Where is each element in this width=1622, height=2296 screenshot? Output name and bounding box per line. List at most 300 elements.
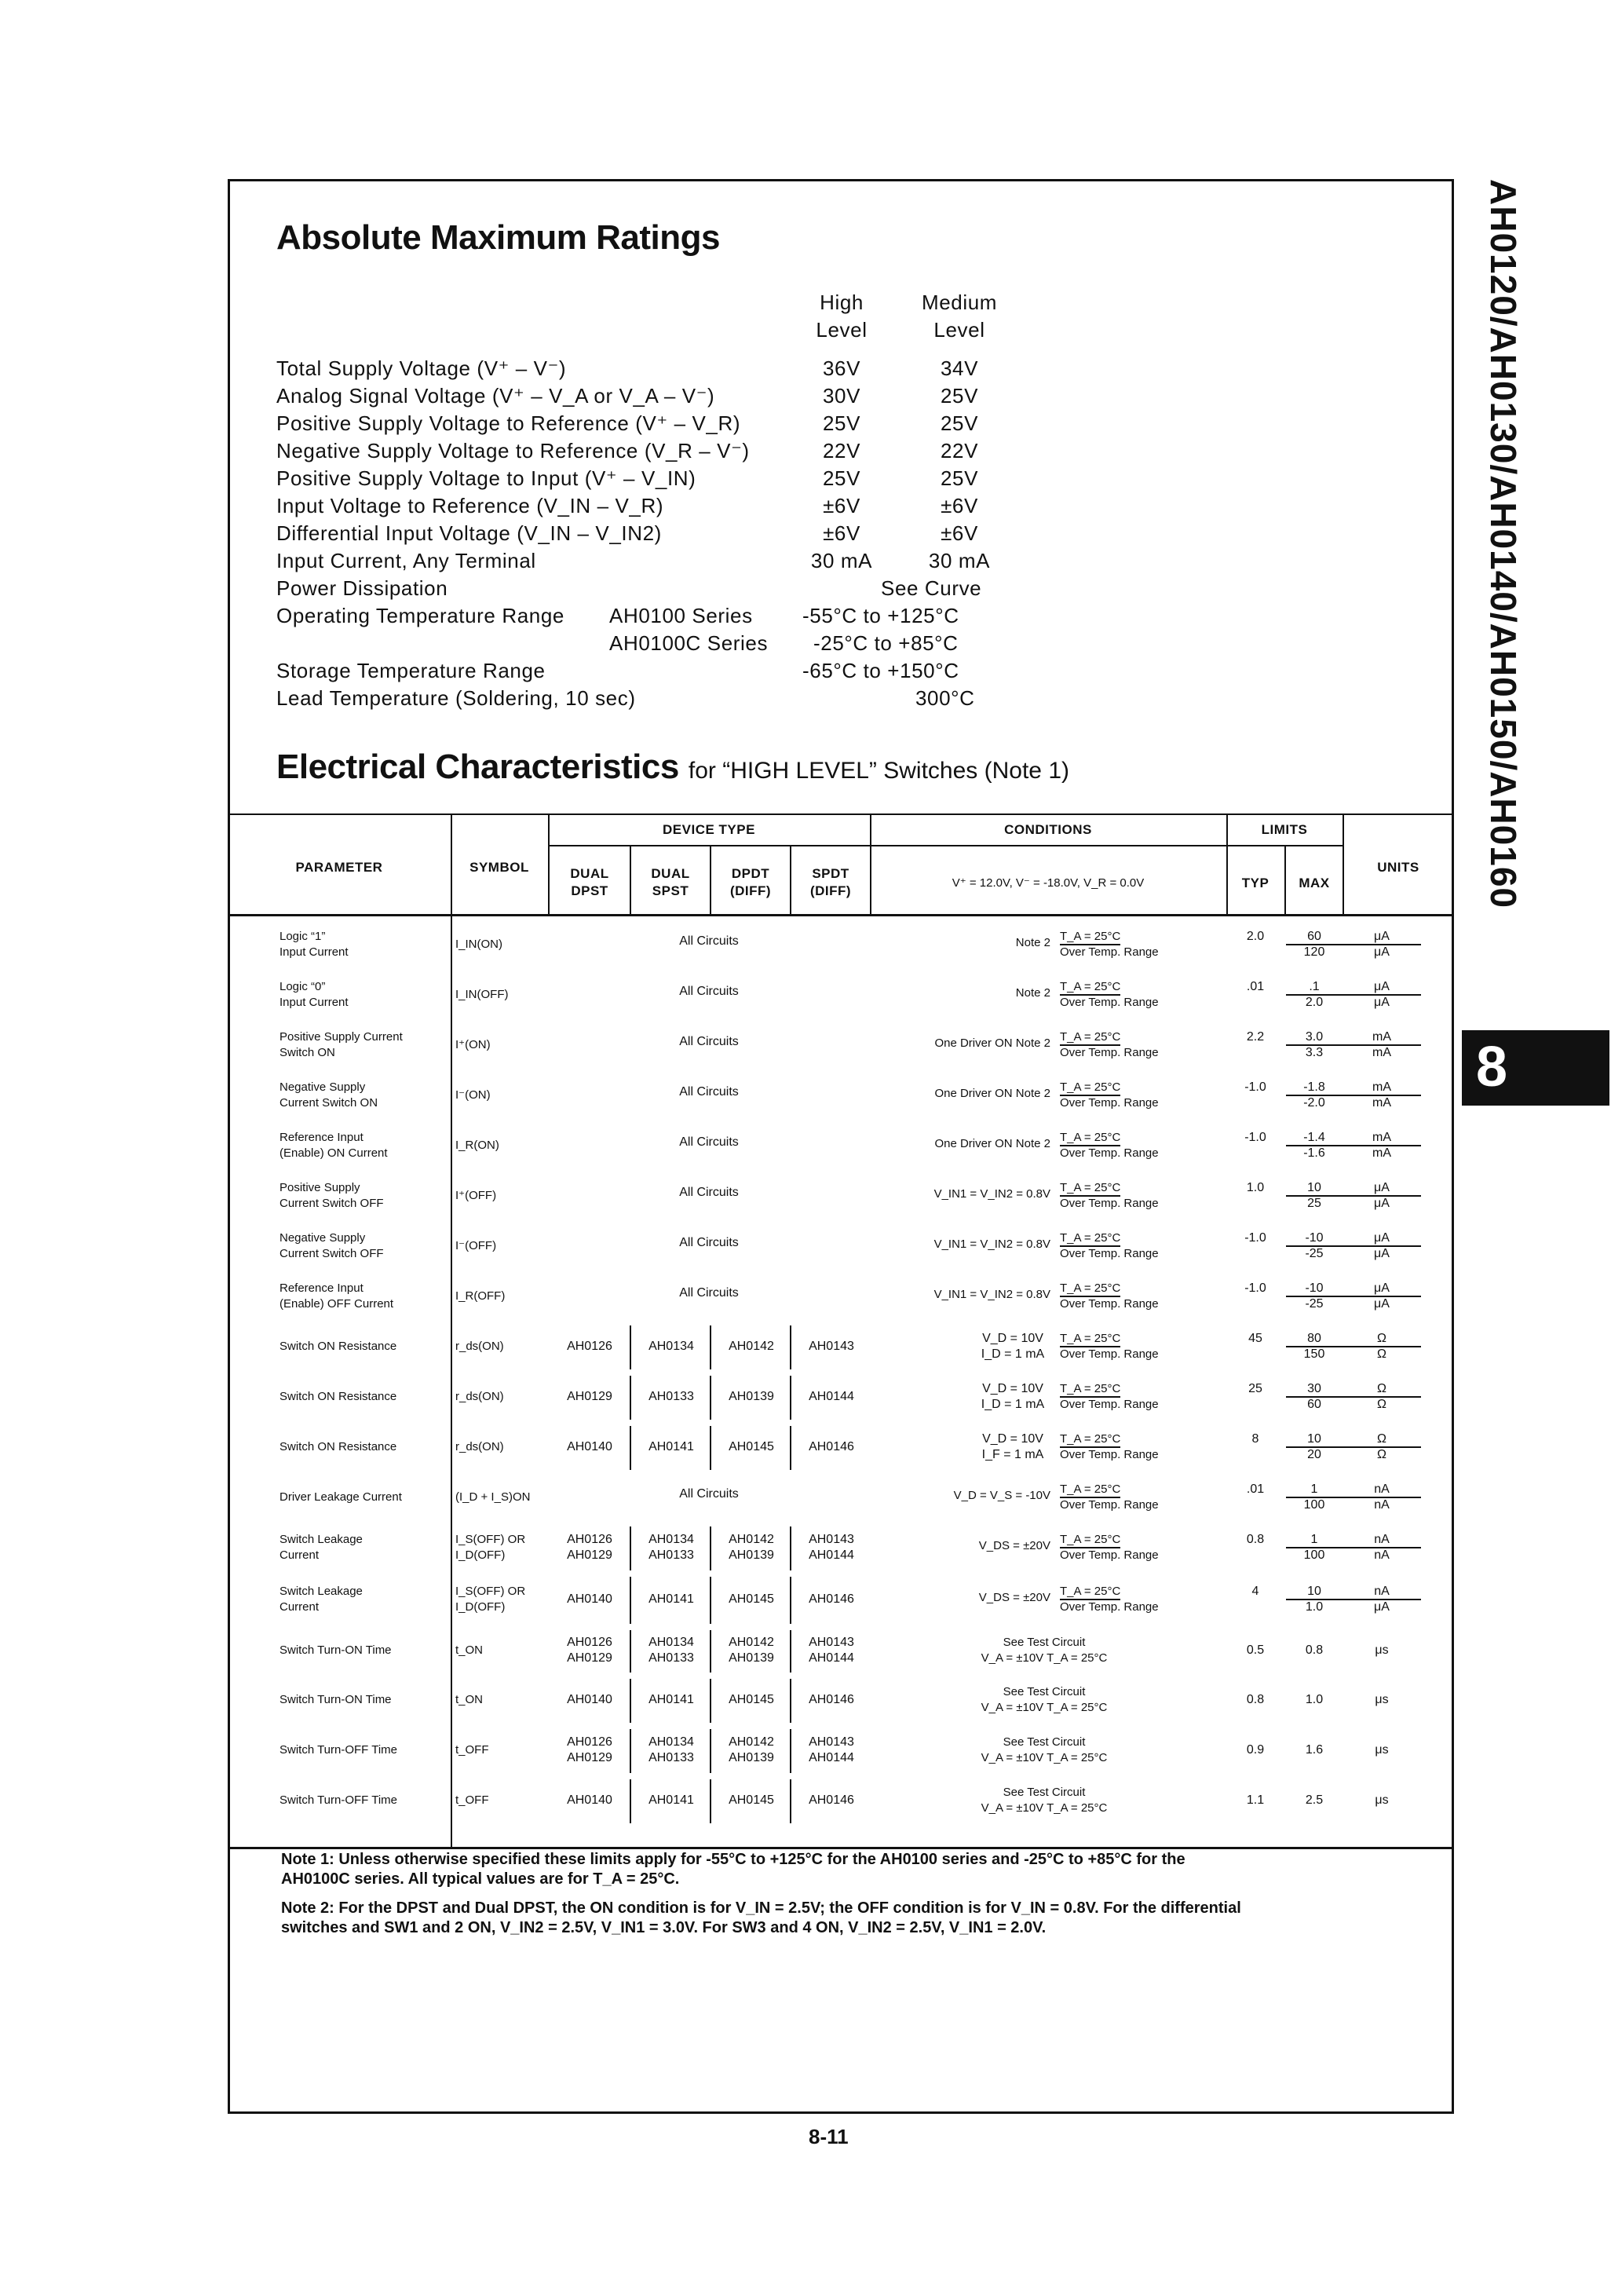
amr-row-medium: ±6V bbox=[941, 521, 978, 545]
row-symbol: I⁻(ON) bbox=[455, 1088, 491, 1102]
row-unit: μs bbox=[1375, 1743, 1389, 1757]
row-range: Over Temp. Range bbox=[1060, 1448, 1159, 1461]
row-device: AH0139 bbox=[729, 1548, 774, 1562]
row-parameter: Switch Turn-ON Time bbox=[279, 1693, 392, 1706]
row-device: AH0146 bbox=[809, 1793, 854, 1807]
row-condition-1: See Test Circuit bbox=[1003, 1636, 1086, 1649]
row-unit: mA bbox=[1343, 1080, 1421, 1096]
row-parameter: Switch ON Resistance bbox=[279, 1340, 397, 1353]
row-device: AH0139 bbox=[729, 1751, 774, 1764]
amr-row-label: Differential Input Voltage (V_IN – V_IN2) bbox=[276, 521, 662, 545]
amr-row-label: Total Supply Voltage (V⁺ – V⁻) bbox=[276, 356, 567, 380]
row-condition: V_IN1 = V_IN2 = 0.8V bbox=[933, 1238, 1050, 1251]
row-unit-2: Ω bbox=[1377, 1398, 1386, 1411]
amr-table bbox=[276, 289, 1061, 729]
row-unit-2: nA bbox=[1374, 1548, 1390, 1562]
row-devices: All Circuits bbox=[679, 1236, 739, 1249]
row-max: .1 bbox=[1286, 980, 1343, 996]
row-symbol: (I_D + I_S)ON bbox=[455, 1490, 531, 1504]
row-parameter: Switch ON Resistance bbox=[279, 1390, 397, 1403]
amr-row-label: Positive Supply Voltage to Input (V⁺ – V_IN) bbox=[276, 466, 696, 490]
hdr-device-type: DEVICE TYPE bbox=[663, 822, 755, 837]
row-range: Over Temp. Range bbox=[1060, 1247, 1159, 1260]
row-devices: All Circuits bbox=[679, 1487, 739, 1501]
row-range: Over Temp. Range bbox=[1060, 945, 1159, 959]
row-device: AH0129 bbox=[567, 1548, 612, 1562]
row-typ: 25 bbox=[1248, 1382, 1262, 1395]
row-device: AH0143 bbox=[809, 1533, 854, 1546]
row-device: AH0139 bbox=[729, 1651, 774, 1665]
row-parameter: Switch Turn-ON Time bbox=[279, 1643, 392, 1657]
row-condition-1: See Test Circuit bbox=[1003, 1685, 1086, 1698]
row-symbol: I_S(OFF) OR bbox=[455, 1533, 526, 1546]
row-ta: T_A = 25°C bbox=[1060, 1382, 1120, 1398]
row-parameter: Reference Input bbox=[279, 1281, 363, 1295]
storage-label: Storage Temperature Range bbox=[276, 659, 546, 682]
amr-row-label: Analog Signal Voltage (V⁺ – V_A or V_A – V⁻) bbox=[276, 384, 715, 408]
row-parameter-2: Input Current bbox=[279, 996, 349, 1009]
row-symbol: r_ds(ON) bbox=[455, 1390, 504, 1403]
col-high-1: High bbox=[820, 291, 864, 314]
row-max-2: 60 bbox=[1307, 1398, 1321, 1411]
amr-row-medium: 25V bbox=[940, 384, 979, 408]
row-max: 60 bbox=[1286, 930, 1343, 945]
row-device: AH0141 bbox=[648, 1440, 694, 1453]
ec-subtitle: for “HIGH LEVEL” Switches (Note 1) bbox=[688, 758, 1070, 784]
row-max-2: 100 bbox=[1303, 1548, 1325, 1562]
notes bbox=[281, 1850, 1255, 1947]
row-range: Over Temp. Range bbox=[1060, 1498, 1159, 1512]
power-value: See Curve bbox=[881, 576, 982, 600]
side-part-number-title: AH0120/AH0130/AH0140/AH0150/AH0160 bbox=[1483, 179, 1524, 909]
row-max-2: 1.0 bbox=[1305, 1600, 1324, 1614]
row-device: AH0140 bbox=[567, 1793, 612, 1807]
hdr-spdt-2: (DIFF) bbox=[809, 883, 852, 898]
row-condition-2: V_A = ±10V T_A = 25°C bbox=[981, 1701, 1108, 1714]
row-max: 3.0 bbox=[1286, 1030, 1343, 1046]
row-unit-2: mA bbox=[1372, 1046, 1391, 1059]
row-unit: μs bbox=[1375, 1643, 1389, 1657]
row-device: AH0144 bbox=[809, 1390, 854, 1403]
hdr-parameter: PARAMETER bbox=[295, 860, 383, 875]
row-unit: nA bbox=[1343, 1533, 1421, 1548]
col-medium-1: Medium bbox=[921, 291, 998, 314]
row-symbol: r_ds(ON) bbox=[455, 1340, 504, 1353]
row-max-2: -2.0 bbox=[1303, 1096, 1325, 1110]
row-symbol-2: I_D(OFF) bbox=[455, 1548, 506, 1562]
row-device: AH0145 bbox=[729, 1693, 774, 1706]
row-symbol: t_ON bbox=[455, 1643, 484, 1657]
row-device: AH0146 bbox=[809, 1440, 854, 1453]
row-device: AH0146 bbox=[809, 1693, 854, 1706]
col-high-2: Level bbox=[816, 318, 868, 342]
row-device: AH0141 bbox=[648, 1793, 694, 1807]
row-parameter: Driver Leakage Current bbox=[279, 1490, 402, 1504]
amr-row-label: Negative Supply Voltage to Reference (V_R – V⁻) bbox=[276, 439, 750, 462]
row-parameter: Switch Turn-OFF Time bbox=[279, 1793, 398, 1807]
page-number: 8-11 bbox=[809, 2125, 849, 2148]
hdr-dual-dpst-2: DPST bbox=[571, 883, 608, 898]
amr-row-medium: 25V bbox=[940, 411, 979, 435]
op-temp-series-2: AH0100C Series bbox=[609, 631, 769, 655]
row-parameter-2: Switch ON bbox=[279, 1046, 335, 1059]
row-max-2: -25 bbox=[1305, 1247, 1324, 1260]
row-device: AH0143 bbox=[809, 1735, 854, 1749]
row-condition: Note 2 bbox=[1015, 936, 1050, 949]
row-ta: T_A = 25°C bbox=[1060, 1483, 1120, 1498]
row-ta: T_A = 25°C bbox=[1060, 1332, 1120, 1347]
row-parameter-2: Current Switch OFF bbox=[279, 1197, 384, 1210]
row-parameter: Switch Leakage bbox=[279, 1585, 363, 1598]
row-condition: V_IN1 = V_IN2 = 0.8V bbox=[933, 1187, 1050, 1201]
op-temp-value-1: -55°C to +125°C bbox=[802, 604, 959, 627]
row-device: AH0140 bbox=[567, 1440, 612, 1453]
row-ta: T_A = 25°C bbox=[1060, 1533, 1120, 1548]
row-max: 10 bbox=[1286, 1181, 1343, 1197]
row-condition: V_DS = ±20V bbox=[978, 1591, 1050, 1604]
row-device: AH0134 bbox=[648, 1636, 694, 1649]
col-medium-2: Level bbox=[933, 318, 985, 342]
row-ta: T_A = 25°C bbox=[1060, 1080, 1120, 1096]
row-symbol-2: I_D(OFF) bbox=[455, 1600, 506, 1614]
row-range: Over Temp. Range bbox=[1060, 1398, 1159, 1411]
row-device: AH0139 bbox=[729, 1390, 774, 1403]
row-symbol: I_R(ON) bbox=[455, 1139, 499, 1152]
row-device: AH0145 bbox=[729, 1592, 774, 1606]
row-devices: All Circuits bbox=[679, 985, 739, 998]
lead-value: 300°C bbox=[915, 686, 975, 710]
row-unit: μs bbox=[1375, 1693, 1389, 1706]
row-range: Over Temp. Range bbox=[1060, 1197, 1159, 1210]
row-condition-1: See Test Circuit bbox=[1003, 1786, 1086, 1799]
ec-title: Electrical Characteristics for “HIGH LEVEL” Switches (Note 1) bbox=[276, 748, 1070, 786]
amr-row-high: 25V bbox=[822, 466, 861, 490]
row-unit: nA bbox=[1343, 1483, 1421, 1498]
row-device: AH0129 bbox=[567, 1651, 612, 1665]
row-devices: All Circuits bbox=[679, 934, 739, 948]
row-device: AH0142 bbox=[729, 1636, 774, 1649]
row-max-2: 2.0 bbox=[1305, 996, 1324, 1009]
row-range: Over Temp. Range bbox=[1060, 1548, 1159, 1562]
row-unit-2: nA bbox=[1374, 1498, 1390, 1512]
hdr-conditions-sub: V⁺ = 12.0V, V⁻ = -18.0V, V_R = 0.0V bbox=[952, 876, 1145, 890]
row-device: AH0142 bbox=[729, 1735, 774, 1749]
row-typ: .01 bbox=[1246, 1483, 1265, 1496]
row-symbol: I⁺(ON) bbox=[455, 1038, 491, 1051]
row-symbol: I_IN(OFF) bbox=[455, 988, 509, 1001]
row-ta: T_A = 25°C bbox=[1060, 1030, 1120, 1046]
row-device: AH0143 bbox=[809, 1636, 854, 1649]
row-device: AH0133 bbox=[648, 1651, 694, 1665]
row-unit: μA bbox=[1343, 930, 1421, 945]
row-condition: One Driver ON Note 2 bbox=[934, 1087, 1050, 1100]
row-max: -1.4 bbox=[1286, 1131, 1343, 1146]
row-condition-2: I_F = 1 mA bbox=[981, 1448, 1044, 1461]
row-device: AH0144 bbox=[809, 1651, 854, 1665]
row-range: Over Temp. Range bbox=[1060, 1297, 1159, 1311]
hdr-dual-spst-1: DUAL bbox=[651, 866, 690, 881]
hdr-max: MAX bbox=[1299, 876, 1330, 890]
amr-row-high: 22V bbox=[822, 439, 861, 462]
section-tab: 8 bbox=[1462, 1030, 1609, 1106]
lead-label: Lead Temperature (Soldering, 10 sec) bbox=[276, 686, 636, 710]
row-device: AH0140 bbox=[567, 1693, 612, 1706]
row-typ: 0.8 bbox=[1246, 1533, 1265, 1546]
row-symbol: I_S(OFF) OR bbox=[455, 1585, 526, 1598]
row-parameter-2: Current bbox=[279, 1600, 320, 1614]
row-unit-2: μA bbox=[1374, 1247, 1390, 1260]
row-ta: T_A = 25°C bbox=[1060, 1181, 1120, 1197]
hdr-spdt-1: SPDT bbox=[812, 866, 849, 881]
hdr-dual-spst-2: SPST bbox=[652, 883, 689, 898]
row-condition-1: See Test Circuit bbox=[1003, 1735, 1086, 1749]
amr-row-label: Positive Supply Voltage to Reference (V⁺ – V_R) bbox=[276, 411, 741, 435]
row-devices: All Circuits bbox=[679, 1286, 739, 1300]
hdr-typ: TYP bbox=[1241, 876, 1269, 890]
row-typ: 45 bbox=[1248, 1332, 1262, 1345]
row-devices: All Circuits bbox=[679, 1135, 739, 1149]
amr-row-high: 36V bbox=[822, 356, 861, 380]
row-condition-1: V_D = 10V bbox=[982, 1432, 1043, 1446]
row-max: -10 bbox=[1286, 1281, 1343, 1297]
row-parameter: Switch Leakage bbox=[279, 1533, 363, 1546]
row-parameter: Switch ON Resistance bbox=[279, 1440, 397, 1453]
row-device: AH0129 bbox=[567, 1751, 612, 1764]
row-devices: All Circuits bbox=[679, 1085, 739, 1099]
row-max: 1.6 bbox=[1305, 1743, 1324, 1757]
row-range: Over Temp. Range bbox=[1060, 1146, 1159, 1160]
row-device: AH0141 bbox=[648, 1592, 694, 1606]
row-unit: μs bbox=[1375, 1793, 1389, 1807]
hdr-dpdt-1: DPDT bbox=[731, 866, 770, 881]
row-unit: mA bbox=[1343, 1131, 1421, 1146]
amr-row-label: Input Voltage to Reference (V_IN – V_R) bbox=[276, 494, 664, 517]
row-typ: -1.0 bbox=[1244, 1131, 1266, 1144]
amr-row-high: 30 mA bbox=[810, 549, 873, 572]
row-unit-2: mA bbox=[1372, 1096, 1391, 1110]
hdr-dual-dpst-1: DUAL bbox=[570, 866, 609, 881]
row-unit-2: Ω bbox=[1377, 1448, 1386, 1461]
row-device: AH0141 bbox=[648, 1693, 694, 1706]
row-condition-2: I_D = 1 mA bbox=[981, 1347, 1045, 1361]
row-device: AH0133 bbox=[648, 1390, 694, 1403]
row-max: 10 bbox=[1286, 1585, 1343, 1600]
row-max: 0.8 bbox=[1305, 1643, 1324, 1657]
row-parameter-2: Input Current bbox=[279, 945, 349, 959]
hdr-limits: LIMITS bbox=[1261, 822, 1308, 837]
row-condition: V_DS = ±20V bbox=[978, 1539, 1050, 1552]
row-typ: 1.1 bbox=[1246, 1793, 1265, 1807]
note-2: Note 2: For the DPST and Dual DPST, the ON condition is for V_IN = 2.5V; the OFF condition is for V_IN = 0.8V. For the differential switches and SW1 and 2 ON, V_IN2 = 2.5V, V_IN1 = 3.0V. For SW3 and 4 ON, V_IN2 = 2.5V, V_IN1 = 2.0V. bbox=[281, 1899, 1241, 1936]
row-device: AH0126 bbox=[567, 1533, 612, 1546]
row-device: AH0144 bbox=[809, 1548, 854, 1562]
row-parameter: Logic “1” bbox=[279, 930, 326, 943]
row-condition-1: V_D = 10V bbox=[982, 1332, 1043, 1345]
row-unit-2: Ω bbox=[1377, 1347, 1386, 1361]
row-max-2: 150 bbox=[1303, 1347, 1325, 1361]
row-typ: 0.5 bbox=[1246, 1643, 1265, 1657]
row-unit: μA bbox=[1343, 1181, 1421, 1197]
row-range: Over Temp. Range bbox=[1060, 996, 1159, 1009]
row-parameter: Positive Supply bbox=[279, 1181, 360, 1194]
row-device: AH0142 bbox=[729, 1533, 774, 1546]
row-range: Over Temp. Range bbox=[1060, 1600, 1159, 1614]
row-max: -10 bbox=[1286, 1231, 1343, 1247]
row-max-2: 25 bbox=[1307, 1197, 1321, 1210]
row-device: AH0133 bbox=[648, 1751, 694, 1764]
row-ta: T_A = 25°C bbox=[1060, 1131, 1120, 1146]
row-max-2: -1.6 bbox=[1303, 1146, 1325, 1160]
amr-row-medium: ±6V bbox=[941, 494, 978, 517]
row-unit: mA bbox=[1343, 1030, 1421, 1046]
amr-row-high: 30V bbox=[822, 384, 861, 408]
row-symbol: I_IN(ON) bbox=[455, 938, 502, 951]
row-max: 1 bbox=[1286, 1533, 1343, 1548]
row-range: Over Temp. Range bbox=[1060, 1347, 1159, 1361]
row-max-2: 3.3 bbox=[1305, 1046, 1324, 1059]
row-device: AH0146 bbox=[809, 1592, 854, 1606]
row-ta: T_A = 25°C bbox=[1060, 1231, 1120, 1247]
row-unit-2: μA bbox=[1374, 1297, 1390, 1311]
row-typ: 2.2 bbox=[1246, 1030, 1265, 1044]
row-max: 80 bbox=[1286, 1332, 1343, 1347]
row-max: -1.8 bbox=[1286, 1080, 1343, 1096]
row-condition: One Driver ON Note 2 bbox=[934, 1036, 1050, 1050]
row-devices: All Circuits bbox=[679, 1035, 739, 1048]
row-condition: One Driver ON Note 2 bbox=[934, 1137, 1050, 1150]
row-device: AH0126 bbox=[567, 1636, 612, 1649]
row-symbol: r_ds(ON) bbox=[455, 1440, 504, 1453]
ec-table bbox=[228, 813, 1454, 1847]
row-condition-2: I_D = 1 mA bbox=[981, 1398, 1045, 1411]
row-max-2: 100 bbox=[1303, 1498, 1325, 1512]
amr-row-high: ±6V bbox=[823, 494, 860, 517]
row-symbol: t_OFF bbox=[455, 1743, 489, 1757]
row-device: AH0140 bbox=[567, 1592, 612, 1606]
row-device: AH0133 bbox=[648, 1548, 694, 1562]
hdr-symbol: SYMBOL bbox=[469, 860, 529, 875]
row-unit: μA bbox=[1343, 1231, 1421, 1247]
hdr-dpdt-2: (DIFF) bbox=[729, 883, 772, 898]
row-symbol: t_OFF bbox=[455, 1793, 489, 1807]
row-device: AH0134 bbox=[648, 1735, 694, 1749]
row-range: Over Temp. Range bbox=[1060, 1046, 1159, 1059]
row-max-2: -25 bbox=[1305, 1297, 1324, 1311]
row-parameter: Switch Turn-OFF Time bbox=[279, 1743, 398, 1757]
amr-row-high: ±6V bbox=[823, 521, 860, 545]
row-unit-2: μA bbox=[1374, 996, 1390, 1009]
row-unit-2: μA bbox=[1374, 1197, 1390, 1210]
amr-row-medium: 25V bbox=[940, 466, 979, 490]
amr-row-high: 25V bbox=[822, 411, 861, 435]
row-max: 30 bbox=[1286, 1382, 1343, 1398]
row-symbol: t_ON bbox=[455, 1693, 484, 1706]
row-device: AH0134 bbox=[648, 1533, 694, 1546]
row-parameter: Negative Supply bbox=[279, 1231, 366, 1245]
row-unit: Ω bbox=[1343, 1382, 1421, 1398]
row-typ: 8 bbox=[1251, 1432, 1259, 1446]
row-symbol: I_R(OFF) bbox=[455, 1289, 506, 1303]
row-device: AH0143 bbox=[809, 1340, 854, 1353]
hdr-conditions: CONDITIONS bbox=[1004, 822, 1092, 837]
amr-row-medium: 30 mA bbox=[928, 549, 991, 572]
storage-value: -65°C to +150°C bbox=[802, 659, 959, 682]
op-temp-series-1: AH0100 Series bbox=[609, 604, 753, 627]
row-parameter: Positive Supply Current bbox=[279, 1030, 403, 1044]
row-condition: V_D = V_S = -10V bbox=[953, 1489, 1050, 1502]
op-temp-value-2: -25°C to +85°C bbox=[813, 631, 959, 655]
row-unit: nA bbox=[1343, 1585, 1421, 1600]
row-unit-2: mA bbox=[1372, 1146, 1391, 1160]
row-parameter-2: Current bbox=[279, 1548, 320, 1562]
row-unit: μA bbox=[1343, 980, 1421, 996]
row-max-2: 120 bbox=[1303, 945, 1325, 959]
row-device: AH0126 bbox=[567, 1340, 612, 1353]
row-ta: T_A = 25°C bbox=[1060, 930, 1120, 945]
row-device: AH0144 bbox=[809, 1751, 854, 1764]
row-condition-1: V_D = 10V bbox=[982, 1382, 1043, 1395]
row-ta: T_A = 25°C bbox=[1060, 1281, 1120, 1297]
op-temp-label: Operating Temperature Range bbox=[276, 604, 564, 627]
row-ta: T_A = 25°C bbox=[1060, 1585, 1120, 1600]
row-range: Over Temp. Range bbox=[1060, 1096, 1159, 1110]
row-unit-2: μA bbox=[1374, 1600, 1390, 1614]
row-max: 1 bbox=[1286, 1483, 1343, 1498]
row-typ: 2.0 bbox=[1246, 930, 1265, 943]
row-condition-2: V_A = ±10V T_A = 25°C bbox=[981, 1801, 1108, 1815]
row-ta: T_A = 25°C bbox=[1060, 980, 1120, 996]
row-parameter: Logic “0” bbox=[279, 980, 326, 993]
row-condition-2: V_A = ±10V T_A = 25°C bbox=[981, 1751, 1108, 1764]
row-device: AH0126 bbox=[567, 1735, 612, 1749]
row-typ: 1.0 bbox=[1246, 1181, 1265, 1194]
row-condition: Note 2 bbox=[1015, 986, 1050, 1000]
row-device: AH0142 bbox=[729, 1340, 774, 1353]
row-unit: μA bbox=[1343, 1281, 1421, 1297]
row-typ: 0.9 bbox=[1246, 1743, 1265, 1757]
row-parameter: Negative Supply bbox=[279, 1080, 366, 1094]
row-max: 10 bbox=[1286, 1432, 1343, 1448]
row-unit: Ω bbox=[1343, 1432, 1421, 1448]
row-condition-2: V_A = ±10V T_A = 25°C bbox=[981, 1651, 1108, 1665]
row-device: AH0145 bbox=[729, 1793, 774, 1807]
row-device: AH0129 bbox=[567, 1390, 612, 1403]
row-typ: -1.0 bbox=[1244, 1080, 1266, 1094]
hdr-units: UNITS bbox=[1377, 860, 1419, 875]
amr-row-label: Input Current, Any Terminal bbox=[276, 549, 536, 572]
note-1: Note 1: Unless otherwise specified these limits apply for -55°C to +125°C for the AH0100 series and -25°C to +85°C for the AH0100C series. All typical values are for T_A = 25°C. bbox=[281, 1851, 1185, 1888]
row-device: AH0145 bbox=[729, 1440, 774, 1453]
row-typ: 0.8 bbox=[1246, 1693, 1265, 1706]
row-parameter-2: Current Switch ON bbox=[279, 1096, 378, 1110]
row-symbol: I⁺(OFF) bbox=[455, 1189, 497, 1202]
row-parameter-2: (Enable) ON Current bbox=[279, 1146, 388, 1160]
row-parameter-2: (Enable) OFF Current bbox=[279, 1297, 394, 1311]
amr-title: Absolute Maximum Ratings bbox=[276, 218, 720, 257]
row-parameter-2: Current Switch OFF bbox=[279, 1247, 384, 1260]
row-device: AH0134 bbox=[648, 1340, 694, 1353]
row-typ: 4 bbox=[1251, 1585, 1259, 1598]
amr-row-medium: 22V bbox=[940, 439, 979, 462]
row-max: 2.5 bbox=[1305, 1793, 1324, 1807]
amr-row-medium: 34V bbox=[940, 356, 979, 380]
row-max-2: 20 bbox=[1307, 1448, 1321, 1461]
row-ta: T_A = 25°C bbox=[1060, 1432, 1120, 1448]
row-max: 1.0 bbox=[1305, 1693, 1324, 1706]
power-label: Power Dissipation bbox=[276, 576, 448, 600]
row-devices: All Circuits bbox=[679, 1186, 739, 1199]
row-typ: -1.0 bbox=[1244, 1231, 1266, 1245]
